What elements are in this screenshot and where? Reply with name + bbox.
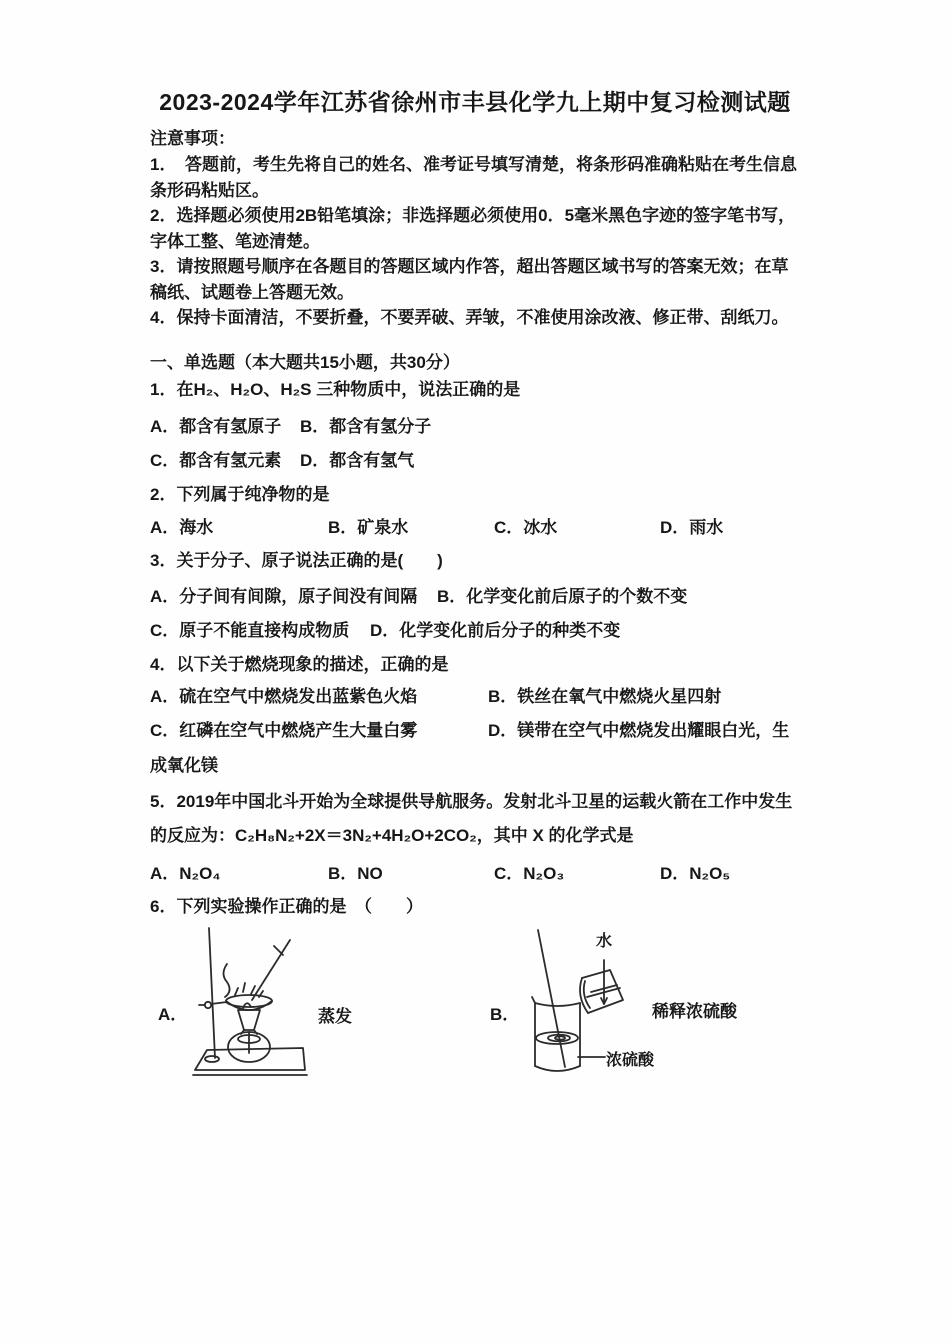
question-6-figure-a-label: A． xyxy=(158,1005,188,1024)
question-1-option-a: A．都含有氢原子 xyxy=(150,417,282,436)
question-4-option-d-continuation: 成氧化镁 xyxy=(150,756,218,775)
question-4-option-c: C．红磷在空气中燃烧产生大量白雾 xyxy=(150,721,418,740)
question-3-option-a: A．分子间有间隙，原子间没有间隔 xyxy=(150,587,418,606)
glass-rod-icon xyxy=(252,940,290,1000)
question-2-option-c: C．冰水 xyxy=(494,518,558,537)
question-5-stem-line2: 的反应为：C₂H₈N₂+2X＝3N₂+4H₂O+2CO₂，其中 X 的化学式是 xyxy=(150,826,634,845)
question-6-figure-a-caption: 蒸发 xyxy=(318,1007,352,1026)
question-3-option-c: C．原子不能直接构成物质 xyxy=(150,621,350,640)
question-2-option-a: A．海水 xyxy=(150,518,214,537)
question-4-option-b: B．铁丝在氧气中燃烧火星四射 xyxy=(488,687,722,706)
question-3-stem: 3．关于分子、原子说法正确的是( ) xyxy=(150,551,443,570)
alcohol-lamp-icon xyxy=(228,1003,270,1062)
question-5-option-c: C．N₂O₃ xyxy=(494,864,565,883)
exam-title: 2023-2024学年江苏省徐州市丰县化学九上期中复习检测试题 xyxy=(159,89,791,115)
section-heading: 一、单选题（本大题共15小题，共30分） xyxy=(150,353,460,372)
pouring-beaker-icon xyxy=(580,960,623,1013)
question-3-option-d: D．化学变化前后分子的种类不变 xyxy=(370,621,621,640)
notice-line: 2．选择题必须使用2B铅笔填涂；非选择题必须使用0．5毫米黑色字迹的签字笔书写， xyxy=(150,206,796,225)
notice-line: 条形码粘贴区。 xyxy=(150,181,269,200)
stirring-rod-icon xyxy=(538,930,565,1067)
notice-line: 稿纸、试题卷上答题无效。 xyxy=(150,283,354,302)
evaporation-apparatus-figure xyxy=(185,920,315,1080)
question-1-option-d: D．都含有氢气 xyxy=(300,451,415,470)
notice-heading: 注意事项： xyxy=(150,129,235,148)
question-2-option-b: B．矿泉水 xyxy=(328,518,409,537)
question-5-option-d: D．N₂O₅ xyxy=(660,864,731,883)
notice-line: 1． 答题前，考生先将自己的姓名、准考证号填写清楚，将条形码准确粘贴在考生信息 xyxy=(150,155,797,174)
question-4-option-a: A．硫在空气中燃烧发出蓝紫色火焰 xyxy=(150,687,418,706)
acid-label: 浓硫酸 xyxy=(606,1052,655,1069)
question-5-option-a: A．N₂O₄ xyxy=(150,864,221,883)
notice-line: 4．保持卡面清洁，不要折叠，不要弄破、弄皱，不准使用涂改液、修正带、刮纸刀。 xyxy=(150,308,789,327)
beaker-icon xyxy=(532,997,605,1071)
question-1-option-c: C．都含有氢元素 xyxy=(150,451,282,470)
question-5-stem-line1: 5．2019年中国北斗开始为全球提供导航服务。发射北斗卫星的运载火箭在工作中发生 xyxy=(150,792,793,811)
question-4-stem: 4．以下关于燃烧现象的描述，正确的是 xyxy=(150,655,449,674)
question-3-option-b: B．化学变化前后原子的个数不变 xyxy=(437,587,688,606)
question-6-stem: 6．下列实验操作正确的是 （ ） xyxy=(150,897,423,916)
water-label: 水 xyxy=(596,933,613,950)
question-5-option-b: B．NO xyxy=(328,864,383,883)
notice-line: 字体工整、笔迹清楚。 xyxy=(150,232,320,251)
question-2-stem: 2．下列属于纯净物的是 xyxy=(150,485,330,504)
notice-line: 3．请按照题号顺序在各题目的答题区域内作答，超出答题区域书写的答案无效；在草 xyxy=(150,257,789,276)
iron-stand-icon xyxy=(193,928,307,1075)
question-4-option-d: D．镁带在空气中燃烧发出耀眼白光，生 xyxy=(488,721,790,740)
question-6-figure-b-label: B． xyxy=(490,1005,520,1024)
question-6-figure-b-caption: 稀释浓硫酸 xyxy=(652,1002,737,1021)
question-1-stem: 1．在H₂、H₂O、H₂S 三种物质中，说法正确的是 xyxy=(150,380,521,399)
question-1-option-b: B．都含有氢分子 xyxy=(300,417,432,436)
question-2-option-d: D．雨水 xyxy=(660,518,724,537)
